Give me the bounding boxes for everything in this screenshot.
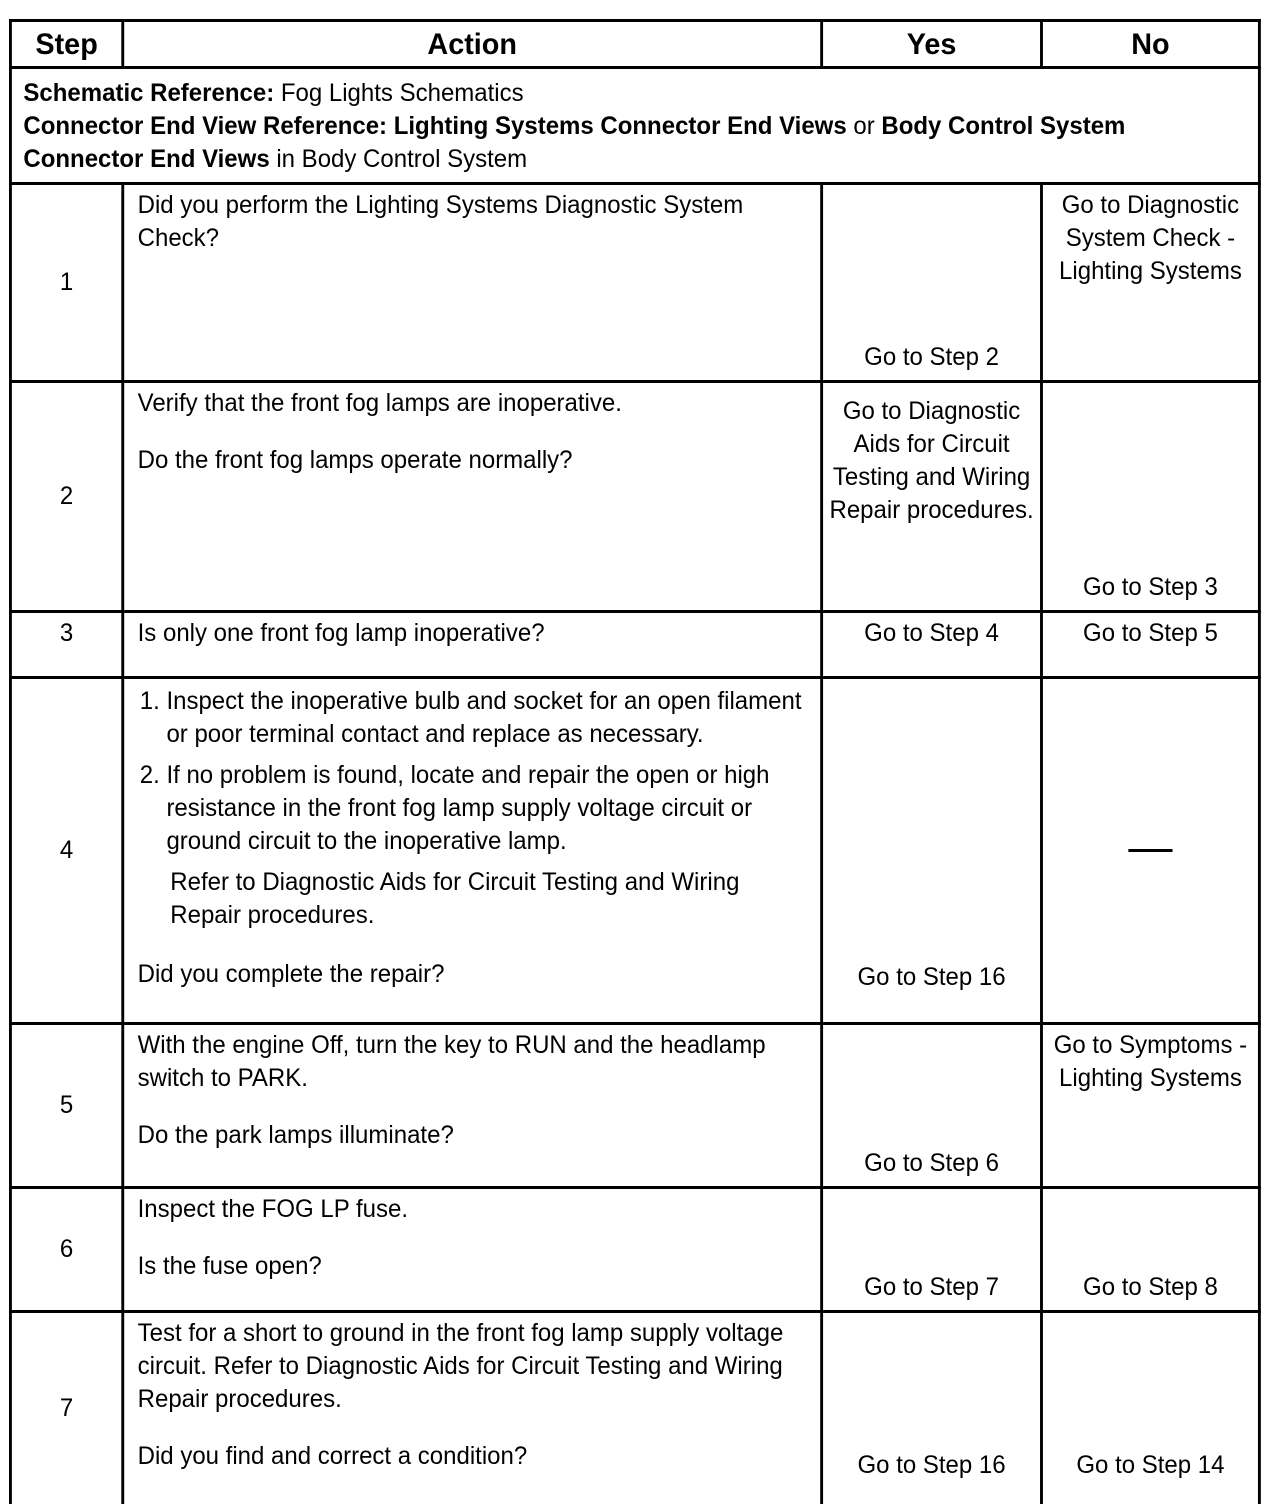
action-cell	[123, 1024, 822, 1188]
action-text: Inspect the FOG LP fuse.	[137, 1195, 409, 1223]
yes-cell: Go to Step 16	[822, 678, 1042, 1024]
no-cell: Go to Step 14	[1041, 1312, 1259, 1504]
yes-cell: Go to Step 16	[822, 1312, 1042, 1504]
action-cell	[123, 382, 822, 612]
action-question: Do the park lamps illuminate?	[137, 1121, 454, 1149]
no-cell: Go to Step 8	[1041, 1188, 1259, 1312]
action-list	[138, 685, 807, 858]
step-number: 2	[10, 382, 122, 612]
no-action-dash	[1128, 849, 1172, 852]
connector-reference-body-control: Body Control System Connector End Views	[23, 112, 1126, 173]
list-item: 2. If no problem is found, locate and repair the open or high resistance in the front fog lamp supply voltage circuit or ground circuit to the inoperative lamp.	[166, 759, 806, 858]
connector-reference-tail: in Body Control System	[269, 145, 528, 173]
yes-cell: Go to Step 6	[822, 1024, 1042, 1188]
no-cell: Go to Step 3	[1041, 382, 1259, 612]
header-yes: Yes	[822, 21, 1042, 68]
connector-reference-label: Connector End View Reference: Lighting Systems Connector End Views	[23, 112, 847, 140]
header-row	[10, 21, 1259, 68]
action-cell	[123, 1188, 822, 1312]
yes-cell: Go to Step 4	[822, 612, 1042, 678]
action-cell	[123, 678, 822, 1024]
no-cell: Go to Step 5	[1041, 612, 1259, 678]
refer-note: Refer to Diagnostic Aids for Circuit Testing and Wiring Repair procedures.	[170, 868, 740, 929]
action-question: Did you find and correct a condition?	[137, 1442, 528, 1470]
no-cell: Go to Diagnostic System Check - Lighting Systems	[1041, 184, 1259, 382]
table-row	[10, 1188, 1259, 1312]
step-number: 3	[10, 612, 122, 678]
action-text: With the engine Off, turn the key to RUN and the headlamp switch to PARK.	[137, 1031, 766, 1092]
reference-cell	[10, 68, 1259, 184]
schematic-reference-value: Fog Lights Schematics	[274, 79, 524, 107]
action-text: Verify that the front fog lamps are inoperative.	[137, 389, 622, 417]
yes-cell: Go to Step 7	[822, 1188, 1042, 1312]
step-number: 7	[10, 1312, 122, 1504]
table-row	[10, 678, 1259, 1024]
step-number: 4	[10, 678, 122, 1024]
diagnostic-table	[9, 19, 1261, 1504]
action-cell	[123, 184, 822, 382]
action-question: Is the fuse open?	[137, 1252, 322, 1280]
header-step: Step	[10, 21, 122, 68]
connector-reference-or: or	[846, 112, 882, 140]
schematic-reference-label: Schematic Reference:	[23, 79, 275, 107]
step-number: 6	[10, 1188, 122, 1312]
no-cell: Go to Symptoms - Lighting Systems	[1041, 1024, 1259, 1188]
action-text: Test for a short to ground in the front fog lamp supply voltage circuit. Refer to Diagnostic Aids for Circuit Testing and Wiring Repair procedures.	[137, 1319, 784, 1413]
table-row	[10, 612, 1259, 678]
action-cell	[123, 612, 822, 678]
list-item: 1. Inspect the inoperative bulb and socket for an open filament or poor terminal contact and replace as necessary.	[166, 685, 806, 751]
header-action: Action	[123, 21, 822, 68]
yes-cell: Go to Diagnostic Aids for Circuit Testing and Wiring Repair procedures.	[822, 382, 1042, 612]
action-text: Did you perform the Lighting Systems Diagnostic System Check?	[137, 191, 744, 252]
table-row	[10, 382, 1259, 612]
table-row	[10, 1312, 1259, 1504]
table-row	[10, 1024, 1259, 1188]
reference-row	[10, 68, 1259, 184]
action-question: Do the front fog lamps operate normally?	[137, 446, 573, 474]
step-number: 1	[10, 184, 122, 382]
action-question: Did you complete the repair?	[137, 960, 445, 988]
action-cell	[123, 1312, 822, 1504]
step-number: 5	[10, 1024, 122, 1188]
no-cell	[1041, 678, 1259, 1024]
yes-cell: Go to Step 2	[822, 184, 1042, 382]
table-row	[10, 184, 1259, 382]
action-text: Is only one front fog lamp inoperative?	[137, 619, 545, 647]
header-no: No	[1041, 21, 1259, 68]
